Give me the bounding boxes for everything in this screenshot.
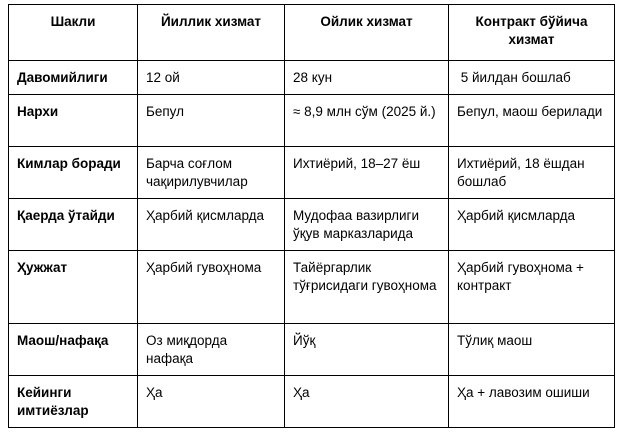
table-cell: 5 йилдан бошлаб bbox=[449, 61, 615, 95]
table-cell: Ҳарбий қисмларда bbox=[138, 199, 285, 251]
table-row bbox=[9, 61, 615, 95]
table-row bbox=[9, 147, 615, 199]
table-row bbox=[9, 324, 615, 376]
header-cell-annual-service: Йиллик хизмат bbox=[138, 5, 285, 61]
table-cell: ≈ 8,9 млн сўм (2025 й.) bbox=[285, 95, 449, 147]
table-cell: Йўқ bbox=[285, 324, 449, 376]
table-cell: Ҳарбий қисмларда bbox=[449, 199, 615, 251]
table-row bbox=[9, 199, 615, 251]
table-cell: Бепул bbox=[138, 95, 285, 147]
comparison-table bbox=[8, 4, 615, 428]
row-label: Қаерда ўтайди bbox=[9, 199, 138, 251]
row-label: Нархи bbox=[9, 95, 138, 147]
table-row bbox=[9, 95, 615, 147]
table-cell: Ихтиёрий, 18–27 ёш bbox=[285, 147, 449, 199]
header-cell-form: Шакли bbox=[9, 5, 138, 61]
row-label: Давомийлиги bbox=[9, 61, 138, 95]
table-cell: 28 кун bbox=[285, 61, 449, 95]
table-cell: Ҳа + лавозим ошиши bbox=[449, 376, 615, 428]
table-cell: Оз миқдорда нафақа bbox=[138, 324, 285, 376]
table-cell: Тўлиқ маош bbox=[449, 324, 615, 376]
row-label: Ҳужжат bbox=[9, 251, 138, 324]
table-cell: Тайёргарлик тўғрисидаги гувоҳнома bbox=[285, 251, 449, 324]
header-cell-contract-service: Контракт бўйича хизмат bbox=[449, 5, 615, 61]
table-cell: Ҳарбий гувоҳнома bbox=[138, 251, 285, 324]
table-cell: 12 ой bbox=[138, 61, 285, 95]
table-cell: Ҳа bbox=[285, 376, 449, 428]
table-cell: Ҳарбий гувоҳнома + контракт bbox=[449, 251, 615, 324]
row-label: Маош/нафақа bbox=[9, 324, 138, 376]
table-row bbox=[9, 251, 615, 324]
table-row bbox=[9, 376, 615, 428]
table-cell: Ҳа bbox=[138, 376, 285, 428]
header-row bbox=[9, 5, 615, 61]
row-label: Кимлар боради bbox=[9, 147, 138, 199]
table-cell: Мудофаа вазирлиги ўқув марказларида bbox=[285, 199, 449, 251]
row-label: Кейинги имтиёзлар bbox=[9, 376, 138, 428]
header-cell-monthly-service: Ойлик хизмат bbox=[285, 5, 449, 61]
table-cell: Ихтиёрий, 18 ёшдан бошлаб bbox=[449, 147, 615, 199]
table-cell: Бепул, маош берилади bbox=[449, 95, 615, 147]
table-cell: Барча соғлом чақирилувчилар bbox=[138, 147, 285, 199]
